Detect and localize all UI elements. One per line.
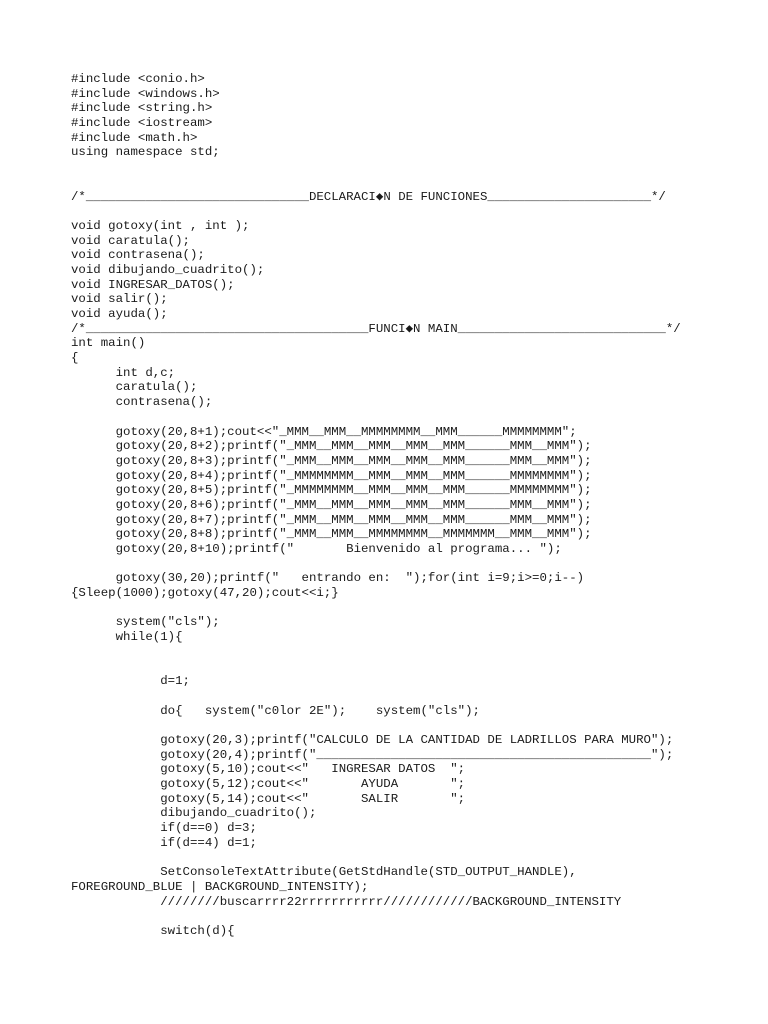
code-line [71,645,681,660]
code-line: gotoxy(20,8+5);printf("_MMMMMMMM__MMM__MMM__MMM______MMMMMMMM"); [71,483,592,498]
code-line: gotoxy(20,8+10);printf(" Bienvenido al programa... "); [71,542,562,556]
code-line: while(1){ [71,630,183,645]
source-code-block [71,72,681,939]
code-line: #include <string.h> [71,101,213,116]
code-line: gotoxy(20,8+8);printf("_MMM__MMM__MMMMMMMM__MMMMMMM__MMM__MMM"); [71,527,592,542]
code-line: using namespace std; [71,145,220,160]
code-line: void salir(); [71,292,168,307]
code-line: contrasena(); [71,395,213,410]
code-line: caratula(); [71,380,198,395]
code-line [71,410,681,425]
code-line [71,909,681,924]
code-line: switch(d){ [71,923,235,938]
code-line: {Sleep(1000);gotoxy(47,20);cout<<i;} [71,586,339,601]
code-line: #include <conio.h> [71,72,205,86]
code-line: int d,c; [71,365,176,380]
code-line: void INGRESAR_DATOS(); [71,277,235,292]
code-line: gotoxy(20,8+1);cout<<"_MMM__MMM__MMMMMMMM__MMM______MMMMMMMM"; [71,424,577,439]
code-line: void caratula(); [71,233,190,248]
code-line: void contrasena(); [71,248,205,263]
code-line: ////////buscarrrr22rrrrrrrrrrr////////////BACKGROUND_INTENSITY [71,894,622,909]
code-line: int main() [71,336,146,351]
code-line [71,160,681,175]
code-line [71,175,681,190]
code-line: gotoxy(20,8+3);printf("_MMM__MMM__MMM__MMM__MMM______MMM__MMM"); [71,453,592,468]
code-line [71,204,681,219]
code-line: gotoxy(20,8+6);printf("_MMM__MMM__MMM__MMM__MMM______MMM__MMM"); [71,497,592,512]
code-line: dibujando_cuadrito(); [71,806,317,821]
code-line: #include <iostream> [71,116,213,131]
code-line: d=1; [71,674,190,689]
code-line: void ayuda(); [71,307,168,321]
code-line [71,601,681,616]
code-line: { [71,351,79,366]
code-line: SetConsoleTextAttribute(GetStdHandle(STD_OUTPUT_HANDLE), [71,865,577,880]
code-line [71,850,681,865]
code-line: gotoxy(20,8+4);printf("_MMMMMMMM__MMM__MMM__MMM______MMMMMMMM"); [71,468,592,483]
code-line: #include <windows.h> [71,86,220,101]
code-line: void dibujando_cuadrito(); [71,262,265,277]
code-line: gotoxy(20,8+7);printf("_MMM__MMM__MMM__MMM__MMM______MMM__MMM"); [71,512,592,527]
code-line: gotoxy(30,20);printf(" entrando en: ");for(int i=9;i>=0;i--) [71,571,585,586]
code-line: /*______________________________________FUNCI◆N MAIN____________________________*/ [71,321,681,336]
code-line [71,718,681,733]
code-line: gotoxy(5,10);cout<<" INGRESAR DATOS "; [71,762,466,777]
code-line: if(d==0) d=3; [71,821,257,836]
code-line: if(d==4) d=1; [71,835,257,850]
code-line [71,689,681,704]
code-line: gotoxy(5,12);cout<<" AYUDA "; [71,777,466,791]
code-line: /*______________________________DECLARACI◆N DE FUNCIONES______________________*/ [71,189,666,204]
code-line: gotoxy(20,8+2);printf("_MMM__MMM__MMM__MMM__MMM______MMM__MMM"); [71,439,592,454]
code-line: do{ system("c0lor 2E"); system("cls"); [71,703,480,718]
code-line: gotoxy(5,14);cout<<" SALIR "; [71,791,466,806]
code-line: gotoxy(20,3);printf("CALCULO DE LA CANTIDAD DE LADRILLOS PARA MURO"); [71,732,674,747]
code-line: FOREGROUND_BLUE | BACKGROUND_INTENSITY); [71,879,369,894]
code-line: gotoxy(20,4);printf("_____________________________________________"); [71,747,674,762]
code-line: #include <math.h> [71,130,198,145]
code-line [71,660,681,675]
code-line: system("cls"); [71,615,220,630]
code-line: void gotoxy(int , int ); [71,218,250,233]
code-line [71,557,681,572]
